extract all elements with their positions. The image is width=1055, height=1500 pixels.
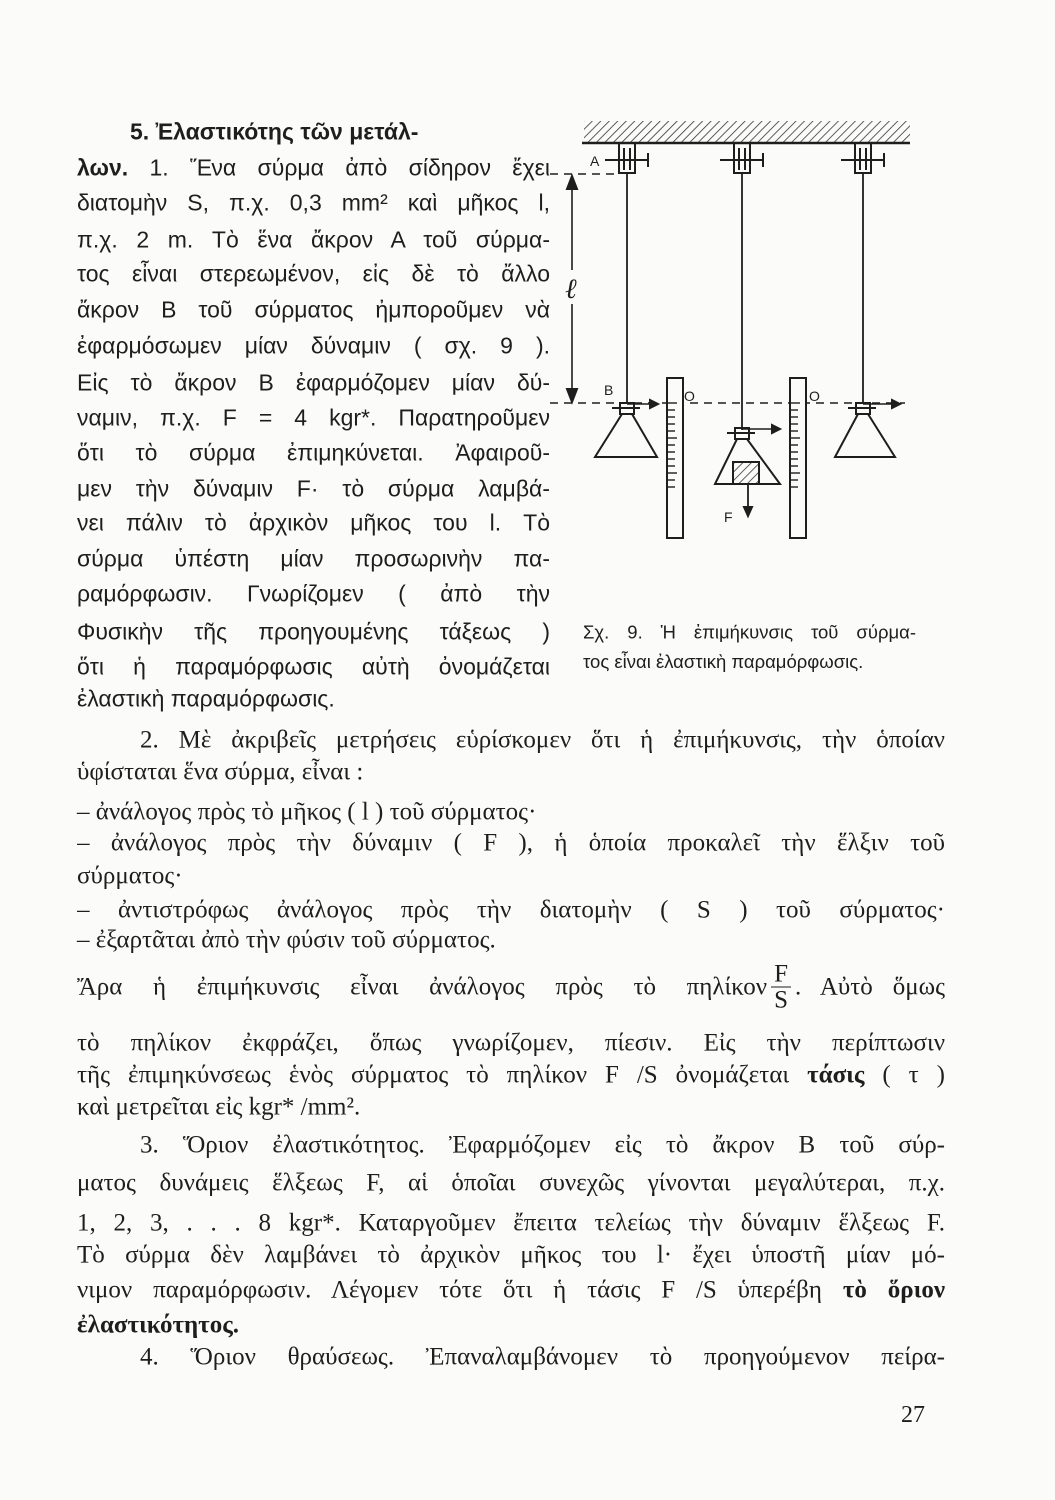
text-line: ὅτι ἡ παραμόρφωσις αὐτὴ ὀνομάζεται: [77, 653, 550, 680]
list-item: – ἀνάλογος πρὸς τὸ μῆκος ( l ) τοῦ σύρματος·: [77, 798, 537, 826]
top-clamp-a: [605, 143, 648, 173]
text-line: [77, 1274, 945, 1305]
text-span: νιμον παραμόρφωσιν. Λέγομεν τότε ὅτι ἡ τάσις F /S ὑπερέβη: [77, 1276, 843, 1304]
text-line: μεν τὴν δύναμιν F· τὸ σύρμα λαμβά-: [77, 475, 550, 502]
figure-9-diagram: [0, 0, 1055, 700]
pan-middle: [715, 425, 780, 516]
text-line: ματος δυνάμεις ἕλξεως F, αἱ ὁποῖαι συνεχῶς γίνονται μεγαλύτεραι, π.χ.: [77, 1169, 945, 1197]
top-clamp-middle: [720, 143, 763, 173]
text-span: 1. Ἕνα σύρμα ἀπὸ σίδηρον ἔχει: [128, 154, 550, 181]
text-line: [77, 1059, 945, 1090]
text-span: Ἄρα ἡ ἐπιμήκυνσις εἶναι ἀνάλογος πρὸς τὸ πηλίκον: [77, 973, 768, 1001]
text-line: τος εἶναι στερεωμένον, εἰς δὲ τὸ ἄλλο: [77, 260, 550, 287]
text-line: ἄκρον Β τοῦ σύρματος ἠμποροῦμεν νὰ: [77, 296, 550, 323]
section-title-cont: λων.: [77, 154, 129, 181]
scale-right: [790, 378, 806, 538]
text-line: σύρματος·: [77, 862, 183, 890]
fraction-f-over-s: [771, 962, 791, 1013]
page-number: 27: [901, 1402, 925, 1428]
term-elastic-limit: τὸ ὅριον: [842, 1276, 945, 1304]
text-line: ναμιν, π.χ. F = 4 kgr*. Παρατηροῦμεν: [77, 404, 550, 431]
text-line: διατομὴν S, π.χ. 0,3 mm² καὶ μῆκος l,: [77, 189, 550, 216]
text-line: ραμόρφωσιν. Γνωρίζομεν ( ἀπὸ τὴν: [77, 580, 550, 607]
text-line: 2. Μὲ ἀκριβεῖς μετρήσεις εὑρίσκομεν ὅτι ἡ ἐπιμήκυνσις, τὴν ὁποίαν: [140, 726, 945, 754]
section-title-text: 5. Ἐλαστικότης τῶν μετάλ-: [130, 118, 419, 145]
figure-caption-line: Σχ. 9. Ἡ ἐπιμήκυνσις τοῦ σύρμα-: [583, 621, 916, 643]
list-item: – ἐξαρτᾶται ἀπὸ τὴν φύσιν τοῦ σύρματος.: [77, 926, 496, 954]
text-line: καὶ μετρεῖται εἰς kgr* /mm².: [77, 1093, 361, 1121]
weight-block: [733, 462, 759, 484]
arrowhead-down: [567, 389, 577, 402]
text-span: . Αὐτὸ ὅμως: [795, 973, 945, 1001]
scale-left: [667, 378, 683, 538]
text-line: ἐφαρμόσωμεν μίαν δύναμιν ( σχ. 9 ).: [77, 332, 550, 359]
text-line: 4. Ὅριον θραύσεως. Ἐπαναλαμβάνομεν τὸ προηγούμενον πείρα-: [140, 1343, 945, 1371]
text-line: νει πάλιν τὸ ἀρχικὸν μῆκος του l. Τὸ: [77, 509, 550, 536]
label-o-right: O: [809, 388, 820, 404]
label-b: B: [604, 382, 614, 398]
term-elastic-limit-cont: ἐλαστικότητος.: [77, 1311, 239, 1339]
text-line: ὑφίσταται ἕνα σύρμα, εἶναι :: [77, 758, 364, 786]
text-line: ἐλαστικὴ παραμόρφωσις.: [77, 685, 335, 712]
pan-left: [595, 400, 658, 457]
label-a: A: [590, 153, 600, 169]
list-item: – ἀντιστρόφως ἀνάλογος πρὸς τὴν διατομὴν ( S ) τοῦ σύρματος·: [77, 896, 945, 924]
text-line: Εἰς τὸ ἄκρον Β ἐφαρμόζομεν μίαν δύ-: [77, 369, 550, 396]
figure-caption-line: τος εἶναι ἐλαστικὴ παραμόρφωσις.: [583, 650, 864, 672]
fraction-numerator: F: [771, 962, 791, 988]
text-line: Φυσικὴν τῆς προηγουμένης τάξεως ): [77, 618, 550, 645]
top-clamp-right: [841, 143, 884, 173]
text-line: π.χ. 2 m. Τὸ ἕνα ἄκρον Α τοῦ σύρμα-: [77, 226, 550, 253]
fraction-denominator: S: [774, 986, 788, 1014]
term-tasis: τάσις: [807, 1061, 865, 1089]
label-length: ℓ: [565, 274, 577, 305]
text-line: Τὸ σύρμα δὲν λαμβάνει τὸ ἀρχικὸν μῆκος του l· ἔχει ὑποστῆ μίαν μό-: [77, 1241, 945, 1269]
label-f: F: [724, 509, 733, 525]
text-line: 1, 2, 3, . . . 8 kgr*. Καταργοῦμεν ἔπειτα τελείως τὴν δύναμιν ἕλξεως F.: [77, 1209, 945, 1237]
pan-right: [835, 400, 900, 457]
ratio-line: [77, 962, 945, 1013]
text-line: 3. Ὅριον ἐλαστικότητος. Ἐφαρμόζομεν εἰς τὸ ἄκρον Β τοῦ σύρ-: [140, 1131, 945, 1159]
label-o-left: O: [684, 388, 695, 404]
ceiling-hatch: [584, 121, 910, 142]
list-item: – ἀνάλογος πρὸς τὴν δύναμιν ( F ), ἡ ὁποία προκαλεῖ τὴν ἕλξιν τοῦ: [77, 829, 945, 857]
text-span: ( τ ): [864, 1061, 945, 1089]
text-line: [77, 1313, 945, 1338]
arrowhead-up: [567, 176, 577, 189]
text-span: τῆς ἐπιμηκύνσεως ἑνὸς σύρματος τὸ πηλίκον F /S ὀνομάζεται: [77, 1061, 808, 1089]
text-line: σύρμα ὑπέστη μίαν προσωρινὴν πα-: [77, 545, 550, 572]
text-line: τὸ πηλίκον ἐκφράζει, ὅπως γνωρίζομεν, πίεσιν. Εἰς τὴν περίπτωσιν: [77, 1029, 945, 1057]
text-line: ὅτι τὸ σύρμα ἐπιμηκύνεται. Ἀφαιροῦ-: [77, 439, 550, 466]
